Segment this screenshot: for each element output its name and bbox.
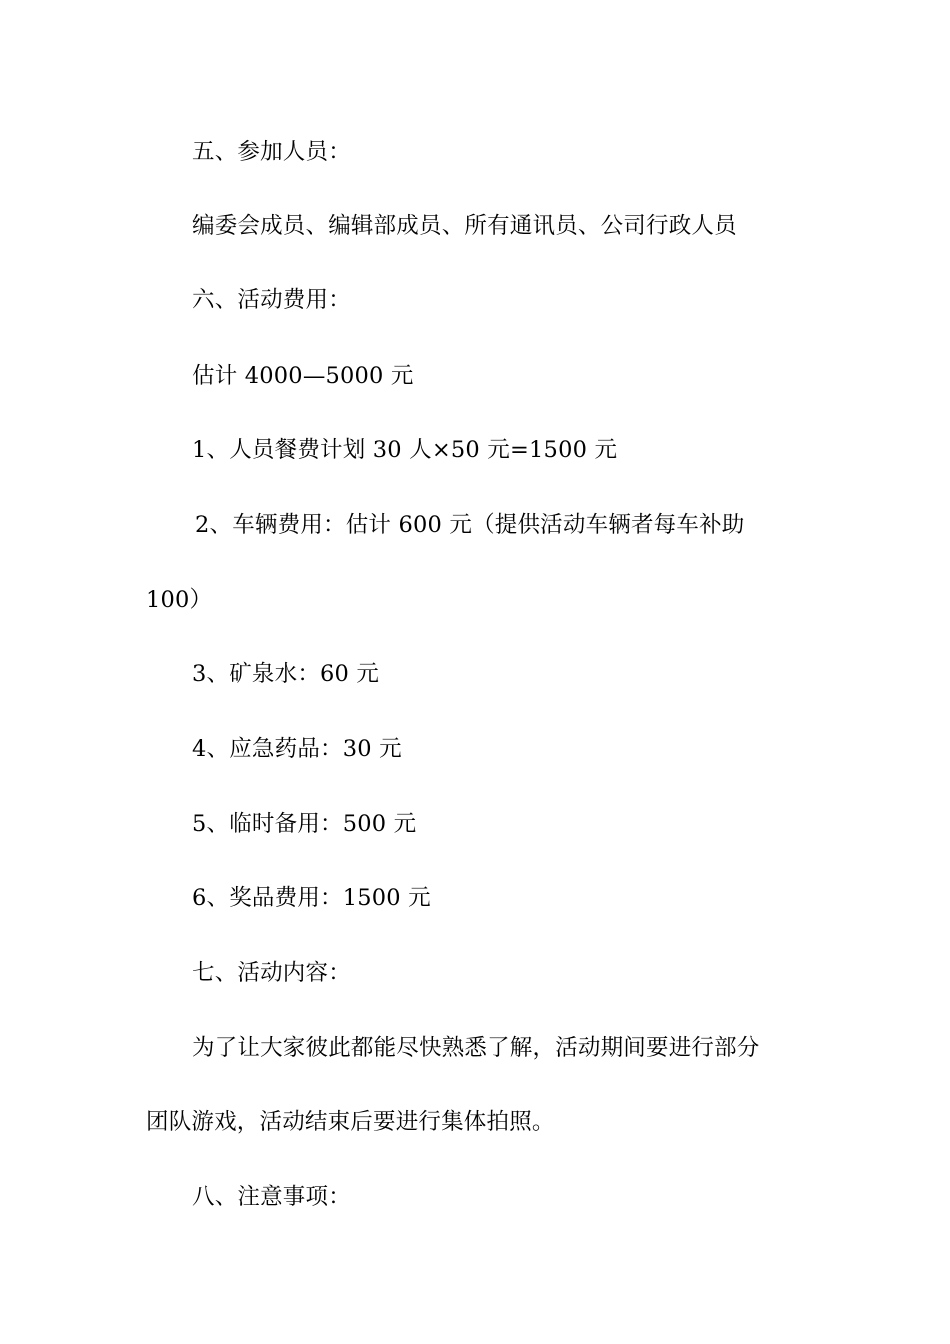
cost-item-prizes: 6、奖品费用：1500 元 [192,885,431,911]
cost-item-water: 3、矿泉水：60 元 [192,661,380,687]
content-paragraph-line-1: 为了让大家彼此都能尽快熟悉了解，活动期间要进行部分 [192,1035,760,1061]
cost-item-vehicles: 2、车辆费用：估计 600 元（提供活动车辆者每车补助 [195,512,745,538]
section-heading-costs: 六、活动费用： [192,287,351,313]
cost-item-meals: 1、人员餐费计划 30 人×50 元=1500 元 [192,437,618,463]
participants-list: 编委会成员、编辑部成员、所有通讯员、公司行政人员 [192,213,737,239]
cost-estimate: 估计 4000—5000 元 [192,363,414,389]
section-heading-notes: 八、注意事项： [192,1184,351,1210]
cost-item-vehicles-continued: 100） [146,587,213,613]
content-paragraph-line-2: 团队游戏，活动结束后要进行集体拍照。 [146,1109,555,1135]
cost-item-medicine: 4、应急药品：30 元 [192,736,402,762]
section-heading-participants: 五、参加人员： [192,139,351,165]
cost-item-reserve: 5、临时备用：500 元 [192,811,417,837]
section-heading-content: 七、活动内容： [192,960,351,986]
